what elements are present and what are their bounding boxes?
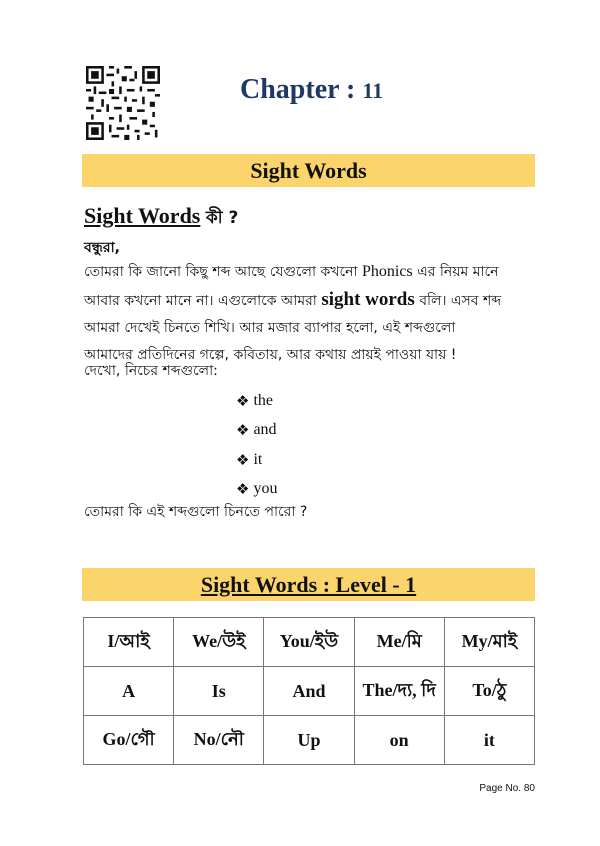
qr-code-image [86, 66, 160, 140]
question-text: তোমরা কি এই শব্দগুলো চিনতে পারো ? [84, 504, 308, 520]
table-row [84, 618, 535, 667]
intro-heading-bn: কী ? [205, 208, 239, 228]
table-cell: We/উই [174, 618, 264, 667]
chapter-number: 11 [362, 78, 384, 103]
example-word: and [253, 421, 277, 439]
table-cell: And [264, 667, 354, 716]
level-banner [82, 568, 535, 601]
table-cell: on [354, 716, 444, 765]
example-word: the [253, 391, 273, 409]
diamond-bullet-icon: ❖ [236, 391, 250, 410]
table-cell: To/ঠু [444, 667, 534, 716]
intro-heading-en: Sight Words [84, 203, 201, 228]
paragraph-text: এর নিয়ম মানে [417, 264, 499, 280]
sight-words-table [83, 617, 535, 765]
table-cell: My/মাই [444, 618, 534, 667]
diamond-bullet-icon: ❖ [236, 421, 250, 440]
paragraph-text: তোমরা কি জানো কিছু শব্দ আছে যেগুলো কখনো [84, 264, 358, 280]
table-cell: Is [174, 667, 264, 716]
intro-heading [84, 203, 238, 233]
table-cell: I/আই [84, 618, 174, 667]
paragraph-text: বলি। এসব শব্দ [419, 293, 502, 309]
see-below-text: দেখো, নিচের শব্দগুলো: [84, 363, 218, 379]
example-word: it [253, 450, 263, 468]
section-banner-title: Sight Words [250, 158, 367, 183]
chapter-title [240, 74, 440, 106]
table-cell: No/নৌ [174, 716, 264, 765]
example-word-list [236, 386, 277, 504]
example-word: you [253, 480, 278, 498]
diamond-bullet-icon: ❖ [236, 450, 250, 469]
table-cell: it [444, 716, 534, 765]
paragraph-text: আবার কখনো মানে না। এগুলোকে আমরা [84, 293, 317, 309]
sight-words-term: sight words [321, 289, 415, 310]
list-item [236, 445, 277, 475]
paragraph-line [84, 258, 536, 286]
phonics-word: Phonics [361, 263, 413, 280]
paragraph-line: আমরা দেখেই চিনতে শিখি। আর মজার ব্যাপার হলো, এই শব্দগুলো [84, 320, 456, 336]
list-item [236, 386, 277, 416]
paragraph-line: আমাদের প্রতিদিনের গল্পে, কবিতায়, আর কথায় প্রায়ই পাওয়া যায় ! [84, 347, 457, 363]
greeting: বন্ধুরা, [84, 240, 120, 256]
table-cell: Me/মি [354, 618, 444, 667]
table-cell: You/ইউ [264, 618, 354, 667]
chapter-label: Chapter : [240, 74, 356, 105]
table-row [84, 716, 535, 765]
paragraph-line [84, 286, 536, 315]
table-cell: The/দ্য, দি [354, 667, 444, 716]
intro-paragraph [84, 258, 536, 369]
diamond-bullet-icon: ❖ [236, 480, 250, 499]
section-banner [82, 154, 535, 187]
table-row [84, 667, 535, 716]
table-cell: Up [264, 716, 354, 765]
page-number: Page No. 80 [479, 783, 535, 794]
table-cell: A [84, 667, 174, 716]
table-cell: Go/গৌ [84, 716, 174, 765]
list-item [236, 416, 277, 446]
level-title: Sight Words : Level - 1 [200, 572, 417, 597]
